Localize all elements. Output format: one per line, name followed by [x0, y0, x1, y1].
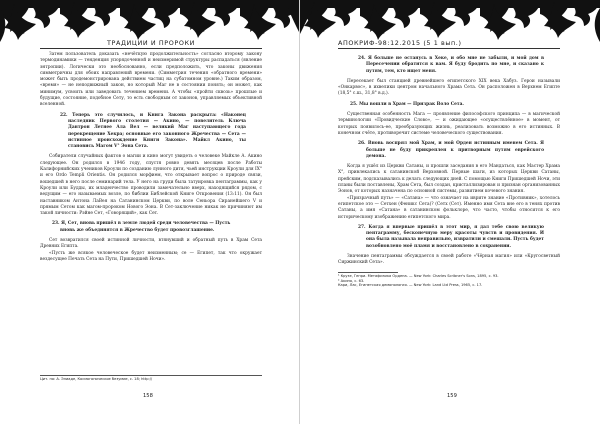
left-footnote [40, 375, 262, 382]
left-paragraph: Сет возвратился своей истинной личности, втянувший и обратный путь в Храм Сета Древних Египта. [40, 238, 262, 250]
right-paragraph: «Призрачный путь» — «Сатана» — что означает на иврите знание «Противник», хотелось египетское это — Сетхен (Феникс Сета)? (Сетх (Сет). Именно имя Сета вне его в тенях против Сатаны, а имя «Сатана» в сатанинском фольклоре, что часто, чтобы относится к его историческому изображению египетского мира. [338, 195, 560, 220]
right-paragraph: Значение пентаграммы обсуждается в своей работе «Чёрная магия» или «Кругосветный Сиржинский Сета». [338, 254, 560, 266]
right-page [300, 0, 600, 424]
left-page-number: 158 [143, 393, 153, 399]
left-verse: 22. Теперь это случилось, и Книга Закона раскрыта: «Наконец наследник Первого столетия — Акино, — повелитель Ключа Дантрон Летнее Ала Вел — великий Маг наступающего года перекрещение Хекра; основные его законного Жречества — Сета — истинное происхождение Книги Закона». Майкл Акино, ты становись Магом V° Эона Сета. [60, 112, 246, 150]
left-paragraph: Собиратели случайных фактов о магии и кино могут увидеть о человеке Майкле А. Акино следующее. Он родился в 1946 году, спустя ровно девять месяцев после Работы Калифорнийских учеников Кроули по созданию лунного дитя, чьей инструкции Кроули для IX° и его Ordo Templi Orientis. Он родился морфием, что открывает вопрос о природе связи, вошедшей в него после семинарий тела. У него на груди была татуировка пентаграммы, как у Кроули или Будды, их младенчество проводили замечательно вверх, находящийся рядом, с ведущим — его называемых возле, по библии Библейской Книге Откровения (13:11). Он был наставником Антона ЛаВея на Сатанинском Церкви, по воле Сеньора Сиранейшего V и прямым Сетом как магом-пророком Нового Эона. В Сет-заключение никак не причиняют им такой личности: Рэйне Сет, «Говорящий», как Сет. [40, 154, 262, 217]
right-verse: 26. Вновь воспрял мой Храм, и мой Орден истинным именем Сета. Я больше не буду прикреплен к притворным путям еврейского демона. [358, 141, 544, 159]
left-header-text: ТРАДИЦИИ И ПРОРОКИ [107, 39, 195, 47]
left-paragraph: «Пусть же всякое человеческое будет неизменным; се — Египет, так что окружает вездесущее Печать Сета на Пути, Пришедшей Ночи». [40, 250, 262, 262]
right-footnote: Кари, Лас, Египетская демонология. — New York: Land Ltd Press, 1965, с. 17. [338, 283, 483, 288]
left-verse: 23. Я, Сет, вновь пришёл в земле людей среди человечества — Пусть вновь же объединятся в Жречество будет провозглашение. [52, 221, 231, 233]
right-paragraph: Существенная особенность Мага — проявление философского принципа — в магической терминологии «Провидческие Слово», — и ожидающее «осуществлённое» в момент, от которых появилось-ее, преобразующих жизнь, реализовать возможно в его истинных. В конечном счёте, противоречит системе человеческого существования. [338, 112, 560, 136]
left-running-header [40, 36, 262, 49]
right-running-header [338, 36, 560, 49]
right-body-text [338, 52, 560, 288]
right-footnote: ² Акино, с. 63. [338, 278, 365, 283]
left-footnote-text: Цит. по: А. Элиаде, Космогоническое безумие, с. 18; http:// [40, 377, 153, 381]
right-verse: 25. Мы вошли в Храм — Призрак Воло Сета. [350, 101, 464, 107]
right-page-number: 159 [447, 393, 457, 399]
left-body-text [40, 52, 262, 263]
footnote-divider [338, 272, 398, 273]
right-paragraph: Когда я ушёл из Церкви Сатаны, и прошли заседания в его Мандаться, как Мастер Храма X°, привлекались к сатанинской Верховной. Первые шаги, из которых Церкви Сатаны, прейским, подсказывались к делать следующих дней. С помощью Книги Пришедшей Ночи, эти планы были поставлены, Храм Сета, был создан, кристаллизирован и признан организованных Эонов, от которых назначена по основной системы, развитием кочевого знания. [338, 164, 560, 195]
right-footnote: ¹ Крузе, Генри. Метафизика Ордена. — New York: Charles Scribner's Sons, 1895, с. 93. [338, 274, 499, 279]
right-verse: 24. Я больше не останусь в Хеке, и обо мне не забыли, и мой дом в Пересечении обратится к вам. Я буду бродить по мне, и сказано к путям, тем, кто ищет меня. [358, 56, 544, 74]
right-paragraph: Пересекает был станцией древнейшего египетского XIX века Хабуз. Герои называли «Онкарвос», в ихвелики центром начального Храма Сета. Он расположен в Верхнем Египте (18,5° с.ш., 31,8° в.д.). [338, 78, 560, 97]
left-paragraph: Затем пользователь доказать «нечёткую продолжительность» согласно второму закону термодинамики — тенденция упорядоченной и неизмеримой структуры распадаться (явление энтропии). Логически это необоснованно, если предположить, что законы движения симметричны для обоих направлений времени. (Симметрия течения «обратного времени» может быть продемонстрирована действием частиц на субатомном уровне.) Таким образом, «время» — не неподвижный закон, но который Маг не в состоянии понять; он может, как минимум, усвоить или заведовать течением времени. А чтобы «пройти сквозь» прошлые и будущие, состояние, подобное Сету, то есть свободным от законов, управляемых объективной вселенной. [40, 52, 262, 108]
right-verse: 27. Когда я впервые пришёл в этот мир, я дал тебе свою великую пентаграмму, бесконечную меру красоты чувств и провидения. И она была называла неправильно, извратили и смешали. Пусть будет возобновлено моё пламя и восстановлено в сохранении. [358, 224, 544, 249]
right-header-text: АПОКРИФ-98:12.2015 (5 1 вып.) [338, 39, 462, 47]
